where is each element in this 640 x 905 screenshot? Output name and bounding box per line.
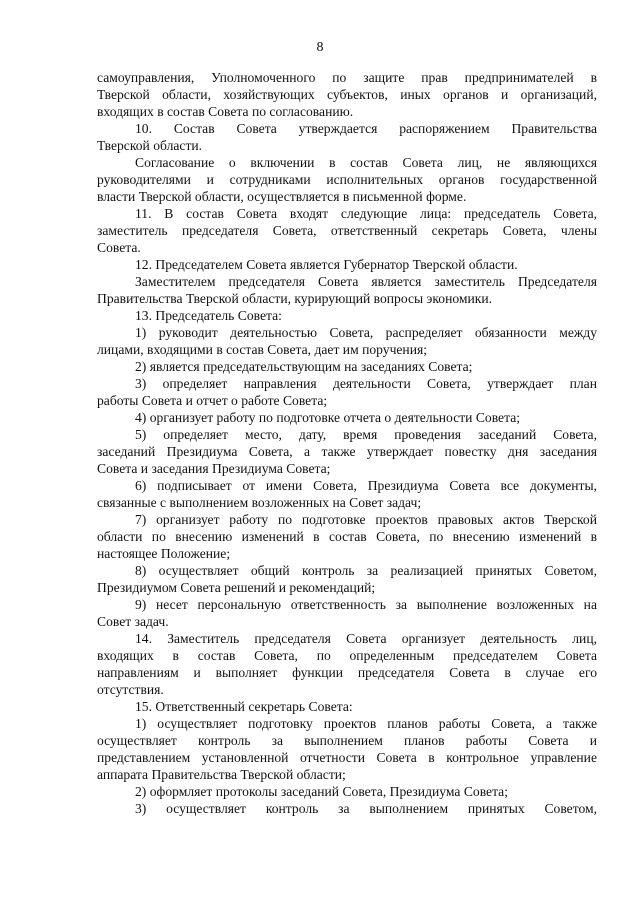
- text-line: 3) осуществляет контроль за выполнением принятых Советом,: [135, 801, 597, 816]
- text-line: 15. Ответственный секретарь Совета:: [135, 699, 353, 714]
- text-line: 1) руководит деятельностью Совета, распределяет обязанности между: [135, 325, 597, 340]
- text-line: 1) осуществляет подготовку проектов планов работы Совета, а также: [135, 716, 597, 731]
- text-line: направлениям и выполняет функции председателя Совета в случае его: [97, 665, 597, 680]
- text-line: Совет задач.: [97, 614, 169, 629]
- text-line: Правительства Тверской области, курирующий вопросы экономики.: [97, 291, 493, 306]
- text-line: руководителями и сотрудниками исполнительных органов государственной: [97, 172, 597, 187]
- text-line: 2) является председательствующим на заседаниях Совета;: [135, 359, 473, 374]
- text-line: Совета и заседания Президиума Совета;: [97, 461, 331, 476]
- text-line: отсутствия.: [97, 682, 164, 697]
- text-line: аппарата Правительства Тверской области;: [97, 767, 346, 782]
- text-line: входящих в состав Совета, по определенным председателем Совета: [97, 648, 597, 663]
- text-line: Тверской области.: [97, 138, 203, 153]
- text-line: 4) организует работу по подготовке отчета о деятельности Совета;: [135, 410, 520, 425]
- text-line: заместитель председателя Совета, ответственный секретарь Совета, члены: [97, 223, 597, 238]
- text-line: Заместителем председателя Совета является заместитель Председателя: [135, 274, 597, 289]
- text-line: 2) оформляет протоколы заседаний Совета, Президиума Совета;: [135, 784, 508, 799]
- text-line: 11. В состав Совета входят следующие лица: председатель Совета,: [135, 206, 597, 221]
- text-line: осуществляет контроль за выполнением планов работы Совета и: [97, 733, 597, 748]
- text-line: 13. Председатель Совета:: [135, 308, 282, 323]
- text-line: 7) организует работу по подготовке проектов правовых актов Тверской: [135, 512, 597, 527]
- text-line: 9) несет персональную ответственность за выполнение возложенных на: [135, 597, 597, 612]
- text-line: заседаний Президиума Совета, а также утверждает повестку дня заседания: [97, 444, 597, 459]
- document-body: [97, 69, 597, 817]
- text-line: области по внесению изменений в состав Совета, по внесению изменений в: [97, 529, 597, 544]
- text-line: Президиумом Совета решений и рекомендаций;: [97, 580, 376, 595]
- text-line: 5) определяет место, дату, время проведения заседаний Совета,: [135, 427, 597, 442]
- text-line: связанные с выполнением возложенных на Совет задач;: [97, 495, 422, 510]
- page-number: 8: [316, 40, 324, 55]
- text-line: представлением установленной отчетности Совета в контрольное управление: [97, 750, 597, 765]
- text-line: самоуправления, Уполномоченного по защите прав предпринимателей в: [97, 70, 597, 85]
- text-line: власти Тверской области, осуществляется в письменной форме.: [97, 189, 467, 204]
- text-line: Совета.: [97, 240, 141, 255]
- text-line: Согласование о включении в состав Совета лиц, не являющихся: [135, 155, 597, 170]
- text-line: 3) определяет направления деятельности Совета, утверждает план: [135, 376, 597, 391]
- text-line: работы Совета и отчет о работе Совета;: [97, 393, 328, 408]
- text-line: 12. Председателем Совета является Губернатор Тверской области.: [135, 257, 518, 272]
- text-line: входящих в состав Совета по согласованию.: [97, 104, 354, 119]
- text-line: лицами, входящими в состав Совета, дает им поручения;: [97, 342, 428, 357]
- text-line: настоящее Положение;: [97, 546, 231, 561]
- text-line: 10. Состав Совета утверждается распоряжением Правительства: [135, 121, 597, 136]
- text-line: 8) осуществляет общий контроль за реализацией принятых Советом,: [135, 563, 597, 578]
- text-line: 6) подписывает от имени Совета, Президиума Совета все документы,: [135, 478, 597, 493]
- text-line: Тверской области, хозяйствующих субъектов, иных органов и организаций,: [97, 87, 597, 102]
- text-line: 14. Заместитель председателя Совета организует деятельность лиц,: [135, 631, 597, 646]
